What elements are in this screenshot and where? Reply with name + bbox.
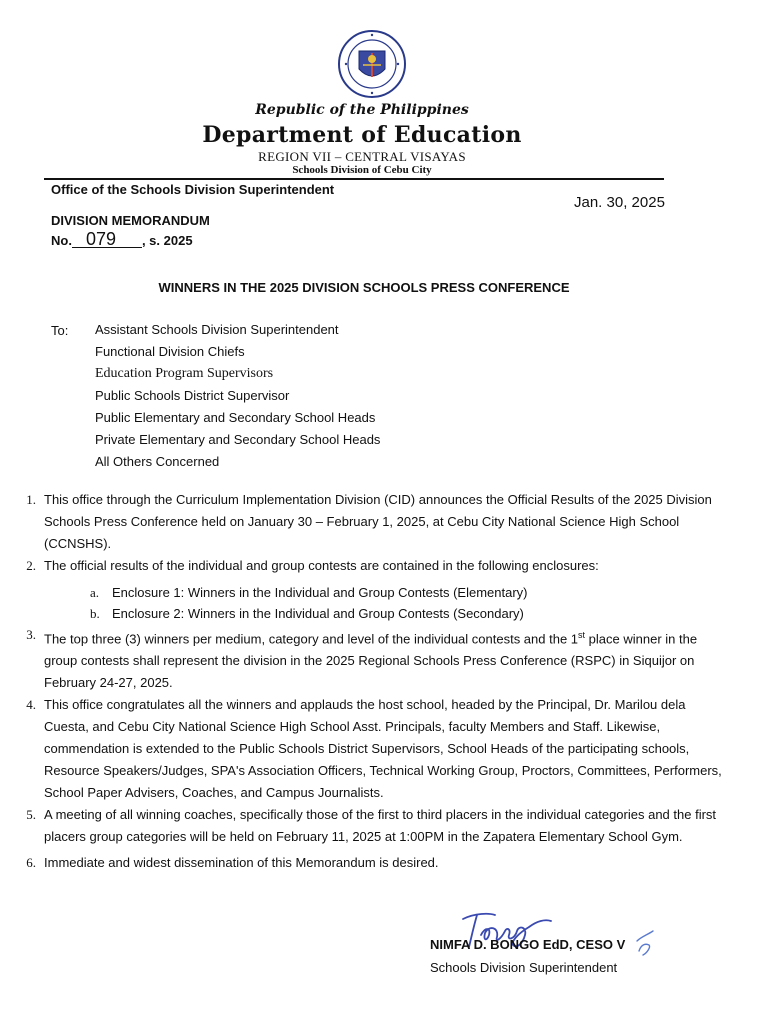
signatory-title: Schools Division Superintendent xyxy=(430,960,618,975)
recipient-item: Public Schools District Supervisor xyxy=(95,388,290,403)
memo-title: WINNERS IN THE 2025 DIVISION SCHOOLS PRESS CONFERENCE xyxy=(158,280,570,295)
enclosure-letter: b. xyxy=(90,606,100,621)
memo-body xyxy=(18,489,730,874)
item-text: The official results of the individual and group contests are contained in the following enclosures: xyxy=(44,558,599,573)
recipient-item: Assistant Schools Division Superintendent xyxy=(95,322,339,337)
item-number: 3. xyxy=(26,627,36,642)
recipient-list xyxy=(95,319,380,473)
item-number: 2. xyxy=(26,558,36,573)
enclosure-item xyxy=(18,582,730,604)
item-text: This office congratulates all the winners and applauds the host school, headed by the Principal, Dr. Marilou dela Cuesta, and Cebu City National Science High School Asst. Principals, faculty Members and Staff. Likewise, commendation is extended to the Public Schools District Supervisors, School Heads of the participating schools, Resource Speakers/Judges, SPA's Association Officers, Technical Working Group, Proctors, Committees, Performers, School Paper Advisers, Coaches, and Campus Journalists. xyxy=(44,697,722,801)
recipient-item: Public Elementary and Secondary School Heads xyxy=(95,410,376,425)
republic-heading: Republic of the Philippines xyxy=(255,102,469,118)
item-text-a: The top three (3) winners per medium, category and level of the individual contests and the 1 xyxy=(44,631,579,647)
list-item xyxy=(18,804,730,848)
list-item xyxy=(18,555,730,577)
office-line: Office of the Schools Division Superintendent xyxy=(51,182,335,197)
item-superscript: st xyxy=(578,630,586,640)
memo-no-suffix: , s. 2025 xyxy=(141,233,193,248)
deped-seal-icon xyxy=(337,29,407,99)
item-text-b: place winner in the group contests shall represent the division in the 2025 Regional Schools Press Conference (RSPC) in Siquijor on February 24-27, 2025. xyxy=(44,631,698,691)
list-item xyxy=(18,489,730,555)
recipient-item: Private Elementary and Secondary School Heads xyxy=(95,432,381,447)
enclosure-letter: a. xyxy=(90,585,100,600)
memo-type: DIVISION MEMORANDUM xyxy=(51,213,210,228)
recipient-item: All Others Concerned xyxy=(95,454,220,469)
list-item xyxy=(18,694,730,804)
list-item xyxy=(18,852,730,874)
item-text: Immediate and widest dissemination of this Memorandum is desired. xyxy=(44,855,439,871)
recipient-item: Education Program Supervisors xyxy=(95,366,274,381)
memo-number: 079 xyxy=(72,231,142,248)
division-heading: Schools Division of Cebu City xyxy=(292,164,432,176)
signatory-name: NIMFA D. BONGO EdD, CESO V xyxy=(430,937,626,952)
enclosure-item xyxy=(18,604,730,624)
handwritten-signature-icon xyxy=(455,905,665,965)
item-text: This office through the Curriculum Implementation Division (CID) announces the Official Results of the 2025 Division Schools Press Conference held on January 30 – February 1, 2025, at Cebu City National Science High School (CCNSHS). xyxy=(44,492,712,551)
region-heading: REGION VII – CENTRAL VISAYAS xyxy=(258,149,466,164)
item-number: 1. xyxy=(26,492,36,507)
enclosure-text: Enclosure 1: Winners in the Individual and Group Contests (Elementary) xyxy=(112,585,528,600)
list-item xyxy=(18,624,730,694)
header-divider xyxy=(44,178,664,180)
to-label: To: xyxy=(51,323,69,338)
recipient-item: Functional Division Chiefs xyxy=(95,344,245,359)
item-number: 5. xyxy=(26,807,36,823)
department-heading: Department of Education xyxy=(202,122,522,148)
memo-no-prefix: No. xyxy=(51,233,72,248)
item-text: A meeting of all winning coaches, specifically those of the first to third placers in the individual categories and the first placers group categories will be held on February 11, 2025 at 1:00PM in the Zapatera Elementary School Gym. xyxy=(44,807,717,845)
item-number: 6. xyxy=(26,855,36,871)
enclosure-text: Enclosure 2: Winners in the Individual and Group Contests (Secondary) xyxy=(112,606,524,621)
memo-number-line xyxy=(51,231,193,248)
memo-date: Jan. 30, 2025 xyxy=(574,194,665,211)
item-number: 4. xyxy=(26,697,36,713)
